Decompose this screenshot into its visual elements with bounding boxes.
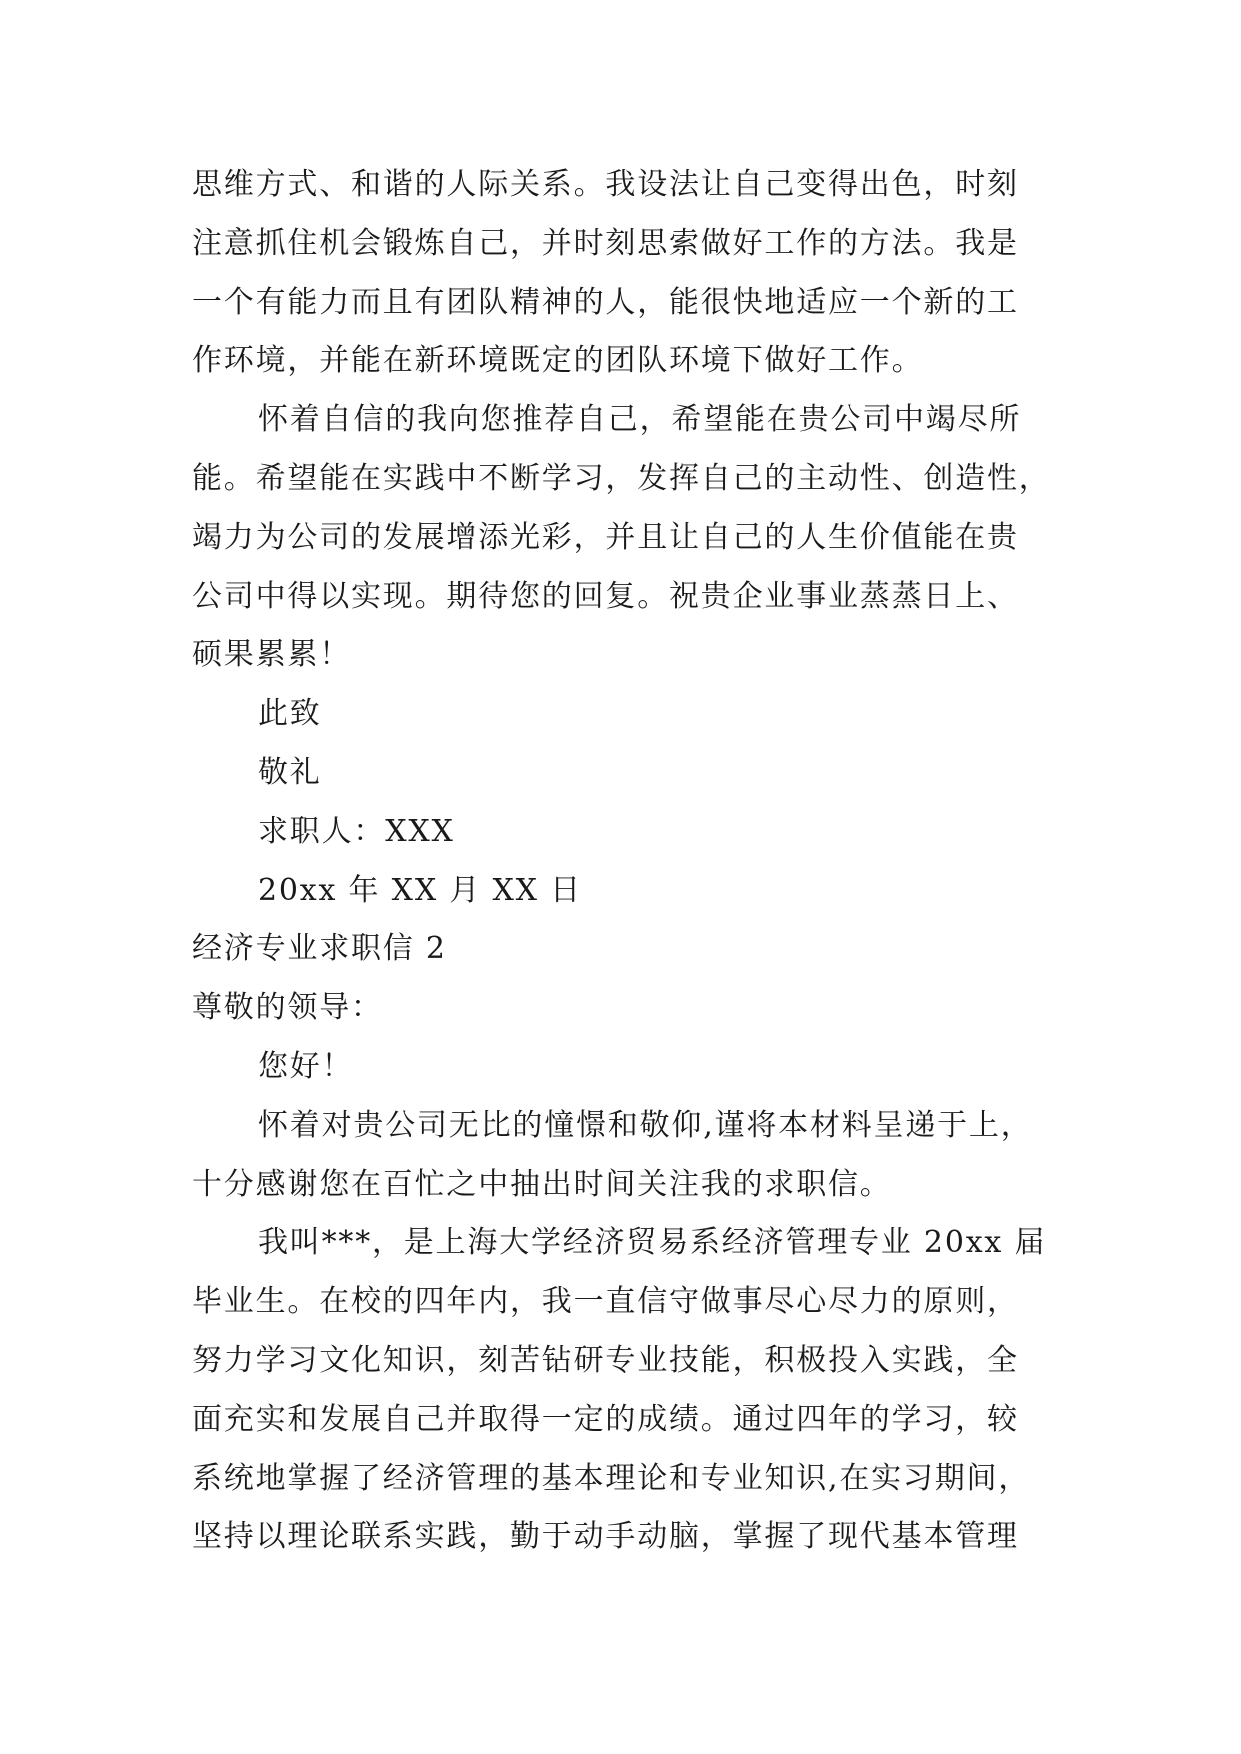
text-line: 您好！ (258, 1048, 354, 1084)
text-line: 20xx 年 XX 月 XX 日 (258, 872, 582, 908)
text-line: 经济专业求职信 2 (192, 931, 447, 967)
text-line: 公司中得以实现。期待您的回复。祝贵企业事业蒸蒸日上、 (192, 578, 1019, 614)
text-line: 系统地掌握了经济管理的基本理论和专业知识,在实习期间， (192, 1460, 1031, 1496)
letter-body (192, 156, 1072, 1567)
text-line: 敬礼 (258, 754, 322, 790)
text-line: 面充实和发展自己并取得一定的成绩。通过四年的学习，较 (192, 1401, 1019, 1437)
text-line: 怀着自信的我向您推荐自己，希望能在贵公司中竭尽所 (258, 402, 1022, 438)
text-line: 一个有能力而且有团队精神的人，能很快地适应一个新的工 (192, 284, 1019, 320)
text-line: 怀着对贵公司无比的憧憬和敬仰,谨将本材料呈递于上， (258, 1107, 1033, 1143)
text-line: 竭力为公司的发展增添光彩，并且让自己的人生价值能在贵 (192, 519, 1019, 555)
text-line: 十分感谢您在百忙之中抽出时间关注我的求职信。 (192, 1166, 892, 1202)
text-line: 能。希望能在实践中不断学习，发挥自己的主动性、创造性， (192, 460, 1051, 496)
text-line: 硕果累累！ (192, 637, 351, 673)
text-line: 此致 (258, 696, 322, 732)
text-line: 求职人：XXX (258, 813, 455, 849)
text-line: 作环境，并能在新环境既定的团队环境下做好工作。 (192, 343, 924, 379)
text-line: 坚持以理论联系实践，勤于动手动脑，掌握了现代基本管理 (192, 1519, 1019, 1555)
text-line: 思维方式、和谐的人际关系。我设法让自己变得出色，时刻 (192, 167, 1019, 202)
text-line: 我叫***，是上海大学经济贸易系经济管理专业 20xx 届 (258, 1225, 1047, 1261)
text-line: 毕业生。在校的四年内，我一直信守做事尽心尽力的原则， (192, 1284, 1019, 1320)
text-line: 尊敬的领导： (192, 990, 383, 1026)
text-line: 注意抓住机会锻炼自己，并时刻思索做好工作的方法。我是 (192, 225, 1019, 261)
text-line: 努力学习文化知识，刻苦钻研专业技能，积极投入实践，全 (192, 1342, 1019, 1378)
